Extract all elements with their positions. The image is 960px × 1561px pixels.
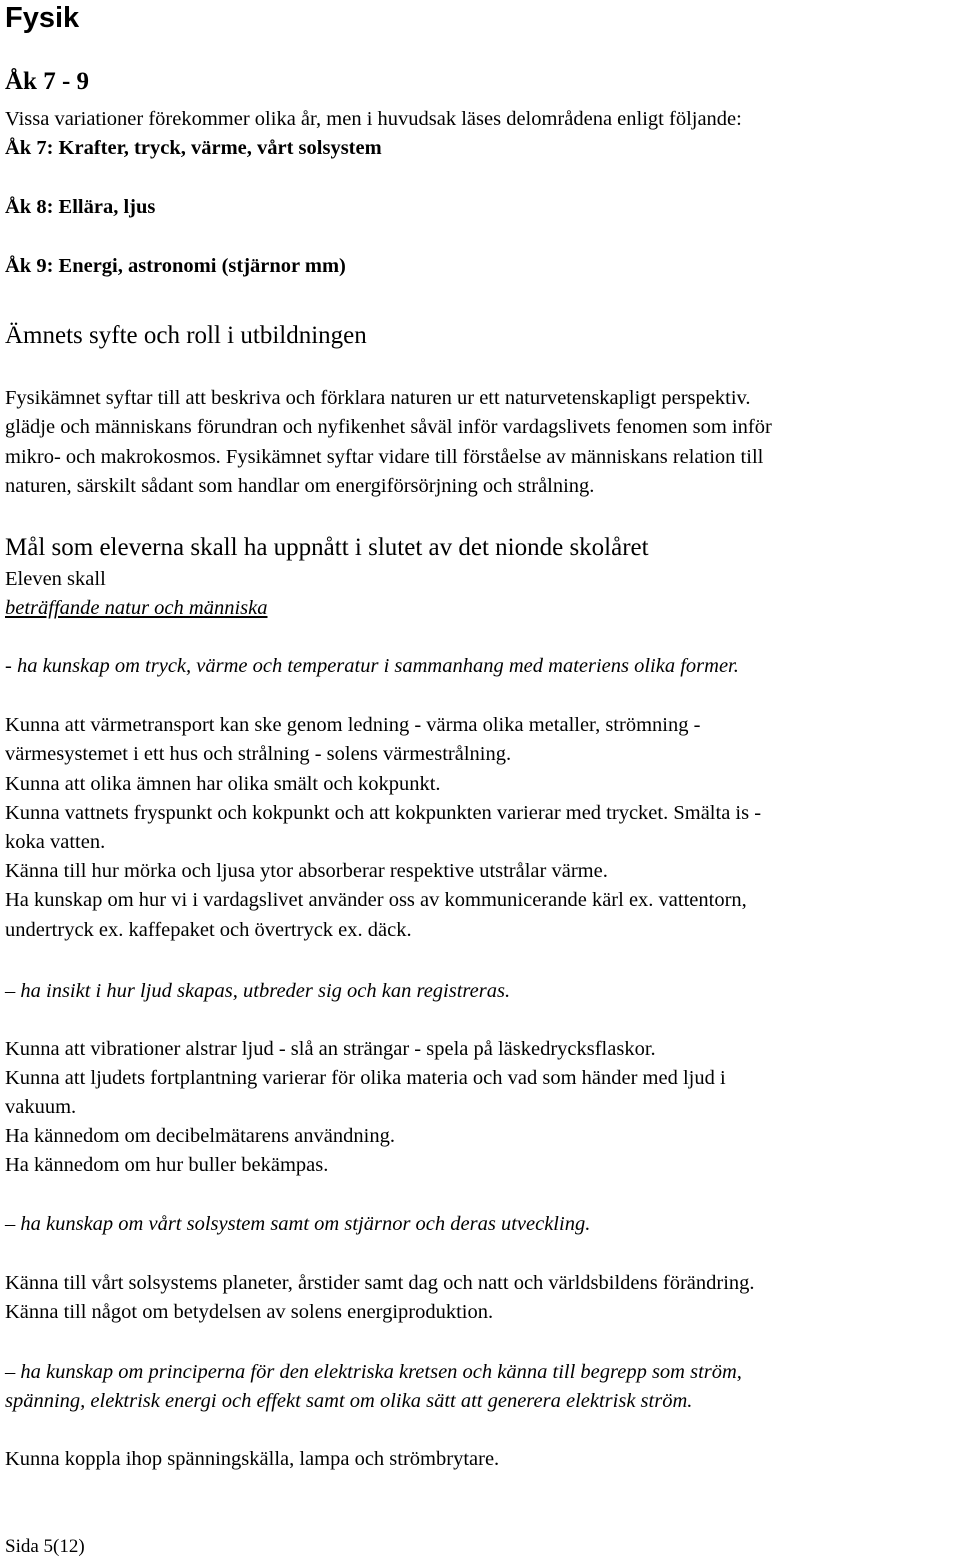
grade-8-line: Åk 8: Ellära, ljus <box>5 196 156 218</box>
purpose-line: naturen, särskilt sådant som handlar om energiförsörjning och strålning. <box>5 475 595 497</box>
electric-goal-line: – ha kunskap om principerna för den elektriska kretsen och känna till begrepp som ström, <box>5 1361 742 1383</box>
sound-line: Ha kännedom om decibelmätarens användning. <box>5 1125 395 1147</box>
sound-line: Ha kännedom om hur buller bekämpas. <box>5 1154 329 1176</box>
electric-goal-line: spänning, elektrisk energi och effekt samt om olika sätt att generera elektrisk ström. <box>5 1390 693 1412</box>
heat-line: värmesystemet i ett hus och strålning - solens värmestrålning. <box>5 743 512 765</box>
purpose-line: mikro- och makrokosmos. Fysikämnet syftar vidare till förståelse av människans relation till <box>5 446 764 468</box>
sound-goal: – ha insikt i hur ljud skapas, utbreder sig och kan registreras. <box>5 980 511 1002</box>
heat-line: Känna till hur mörka och ljusa ytor absorberar respektive utstrålar värme. <box>5 860 608 882</box>
purpose-line: Fysikämnet syftar till att beskriva och förklara naturen ur ett naturvetenskapligt perspektiv. <box>5 387 751 409</box>
purpose-heading: Ämnets syfte och roll i utbildningen <box>5 322 367 349</box>
grade-range-heading: Åk 7 - 9 <box>5 68 90 95</box>
heat-line: Kunna att värmetransport kan ske genom ledning - värma olika metaller, strömning - <box>5 714 701 736</box>
solar-goal: – ha kunskap om vårt solsystem samt om stjärnor och deras utveckling. <box>5 1213 591 1235</box>
heat-line: Ha kunskap om hur vi i vardagslivet använder oss av kommunicerande kärl ex. vattentorn, <box>5 889 747 911</box>
page-title: Fysik <box>5 2 80 34</box>
heat-line: Kunna att olika ämnen har olika smält och kokpunkt. <box>5 773 441 795</box>
page-number: Sida 5(12) <box>5 1536 85 1557</box>
heat-line: Kunna vattnets fryspunkt och kokpunkt och att kokpunkten varierar med trycket. Smälta is - <box>5 802 762 824</box>
solar-line: Känna till något om betydelsen av solens energiproduktion. <box>5 1301 494 1323</box>
sound-line: Kunna att ljudets fortplantning varierar för olika materia och vad som händer med ljud i <box>5 1067 726 1089</box>
goals-heading: Mål som eleverna skall ha uppnått i slutet av det nionde skolåret <box>5 534 649 561</box>
grade-7-line: Åk 7: Krafter, tryck, värme, vårt solsystem <box>5 137 382 159</box>
sound-line: Kunna att vibrationer alstrar ljud - slå an strängar - spela på läskedrycksflaskor. <box>5 1038 656 1060</box>
electric-line: Kunna koppla ihop spänningskälla, lampa och strömbrytare. <box>5 1448 500 1470</box>
nature-subheading: beträffande natur och människa <box>5 597 268 619</box>
purpose-line: glädje och människans förundran och nyfikenhet såväl inför vardagslivets fenomen som inför <box>5 416 772 438</box>
eleven-skall-label: Eleven skall <box>5 568 106 590</box>
intro-text: Vissa variationer förekommer olika år, men i huvudsak läses delområdena enligt följande: <box>5 108 742 130</box>
heat-line: undertryck ex. kaffepaket och övertryck ex. däck. <box>5 919 412 941</box>
grade-9-line: Åk 9: Energi, astronomi (stjärnor mm) <box>5 255 346 277</box>
heat-goal: - ha kunskap om tryck, värme och temperatur i sammanhang med materiens olika former. <box>5 655 739 677</box>
heat-line: koka vatten. <box>5 831 106 853</box>
sound-line: vakuum. <box>5 1096 77 1118</box>
solar-line: Känna till vårt solsystems planeter, årstider samt dag och natt och världsbildens förändring. <box>5 1272 755 1294</box>
